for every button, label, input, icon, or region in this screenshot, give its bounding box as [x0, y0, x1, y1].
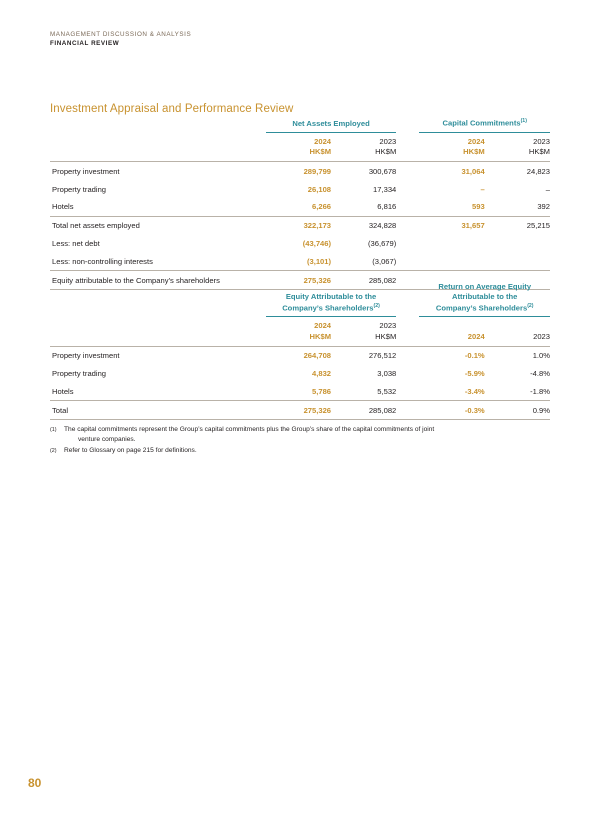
cell-equity-2023: 276,512 [331, 346, 396, 364]
table-row-total [50, 216, 550, 234]
spacer-cell [50, 317, 266, 346]
spacer-cell [396, 198, 419, 216]
cell-roae-2023: -4.8% [530, 369, 550, 379]
cell-roae-2023: 0.9% [485, 401, 550, 420]
row-label: Equity attributable to the Company’s shareholders [50, 271, 266, 290]
cell-cc-2024: 31,064 [419, 162, 484, 180]
cell-cc-2024 [419, 235, 484, 253]
equity-and-roae-table [50, 282, 550, 420]
row-label: Property trading [52, 369, 107, 379]
col-header-roae-2024: 2024 [467, 331, 485, 341]
footnote-2-marker: (2) [50, 447, 57, 454]
footnote-1-line-1: The capital commitments represent the Group’s capital commitments plus the Group’s share of the capital commitments of joint [64, 426, 435, 433]
table2-group-header-row [50, 282, 550, 317]
cell-cc-2024: – [480, 184, 485, 194]
cell-roae-2024: -5.9% [464, 369, 485, 379]
cell-cc-2023 [485, 235, 550, 253]
table-row [50, 252, 550, 270]
spacer-cell [396, 282, 419, 317]
table-row [50, 162, 550, 180]
spacer-cell [396, 162, 419, 180]
spacer-cell [396, 346, 419, 364]
row-label: Total [50, 401, 266, 420]
group-header-equity-attributable: Equity Attributable to the Company’s Shareholders$^{(2)}$ [266, 282, 397, 317]
row-label: Less: net debt [52, 239, 100, 249]
spacer-cell [396, 132, 419, 161]
cell-nae-2024: 6,266 [312, 202, 332, 212]
table-row [50, 198, 550, 216]
page-number: 80 [28, 776, 42, 790]
cell-roae-2024: -3.4% [464, 386, 485, 396]
cell-nae-2024: (3,101) [306, 257, 332, 267]
cell-cc-2023: 392 [537, 202, 550, 212]
cell-cc-2023: 24,823 [485, 162, 550, 180]
cell-roae-2023: -1.8% [530, 386, 550, 396]
spacer-cell [396, 118, 419, 132]
col-header-cc-2023: 2023 HK$M [528, 136, 550, 157]
col-header-equity-2023: 2023 HK$M [375, 321, 397, 341]
cell-cc-2024: 31,657 [419, 216, 484, 234]
cell-nae-2023: 324,828 [331, 216, 396, 234]
row-label: Total net assets employed [50, 216, 266, 234]
section-title: Investment Appraisal and Performance Review [50, 103, 294, 115]
footnote-2-text: Refer to Glossary on page 215 for definitions. [64, 447, 197, 455]
spacer-cell [396, 180, 419, 198]
footnotes [50, 425, 550, 458]
footnote-1 [50, 425, 550, 445]
cell-cc-2023 [485, 252, 550, 270]
footnote-ref-2: (2) [373, 302, 380, 309]
cell-equity-2024: 5,786 [312, 386, 332, 396]
table-row [50, 382, 550, 400]
table-row [50, 346, 550, 364]
spacer-cell [396, 252, 419, 270]
spacer-cell [396, 364, 419, 382]
row-label: Hotels [52, 386, 74, 396]
cell-cc-2023: 25,215 [485, 216, 550, 234]
running-head-line-2: FINANCIAL REVIEW [50, 40, 120, 48]
table1-group-header-row [50, 118, 550, 132]
cell-nae-2023: 300,678 [331, 162, 396, 180]
col-header-equity-2024: 2024 HK$M [309, 321, 332, 341]
footnote-1-text [64, 425, 550, 445]
cell-roae-2024: -0.1% [419, 346, 484, 364]
cell-nae-2024: 275,326 [266, 271, 331, 290]
group-header-capital-commitments: Capital Commitments$^{(1)}$ [419, 118, 550, 132]
cell-nae-2023: (3,067) [372, 257, 397, 267]
spacer-cell [396, 382, 419, 400]
cell-nae-2024: (43,746) [302, 239, 332, 249]
cell-cc-2024: 593 [472, 202, 485, 212]
footnote-ref-2: (2) [527, 302, 534, 309]
footnote-1-marker: (1) [50, 426, 57, 433]
row-label: Property trading [52, 184, 107, 194]
cell-roae-2024: -0.3% [419, 401, 484, 420]
cell-nae-2023: 17,334 [373, 184, 397, 194]
table-row-total [50, 401, 550, 420]
row-label: Property investment [50, 162, 266, 180]
footnote-ref-1: (1) [520, 118, 527, 124]
table-row [50, 180, 550, 198]
row-label: Hotels [52, 202, 74, 212]
cell-nae-2024: 26,108 [307, 184, 332, 194]
cell-cc-2023: – [545, 184, 550, 194]
spacer-cell [50, 282, 266, 317]
group-header-return-on-average-equity: Return on Average Equity Attributable to the Company’s Shareholders$^{(2)}$ [419, 282, 550, 317]
equity-and-roae-table-wrapper [50, 282, 550, 420]
net-assets-employed-table [50, 118, 550, 290]
table2-bottom-rule [50, 420, 550, 421]
cell-equity-2023: 285,082 [331, 401, 396, 420]
cell-roae-2023: 1.0% [485, 346, 550, 364]
cell-equity-2024: 275,326 [266, 401, 331, 420]
cell-equity-2024: 264,708 [266, 346, 331, 364]
net-assets-employed-table-wrapper [50, 118, 550, 290]
cell-equity-2023: 3,038 [377, 369, 397, 379]
cell-nae-2023: (36,679) [367, 239, 397, 249]
spacer-cell [50, 118, 266, 132]
table-row [50, 364, 550, 382]
running-head-line-1: MANAGEMENT DISCUSSION & ANALYSIS [50, 31, 192, 38]
row-label: Less: non-controlling interests [52, 257, 153, 267]
cell-nae-2023: 285,082 [331, 271, 396, 290]
spacer-cell [50, 132, 266, 161]
spacer-cell [396, 401, 419, 420]
cell-nae-2024: 322,173 [266, 216, 331, 234]
table2-year-header-row [50, 317, 550, 346]
row-label: Property investment [50, 346, 266, 364]
table1-year-header-row [50, 132, 550, 161]
cell-nae-2024: 289,799 [266, 162, 331, 180]
cell-equity-2024: 4,832 [312, 369, 332, 379]
table-row [50, 235, 550, 253]
cell-equity-2023: 5,532 [377, 386, 397, 396]
group-header-net-assets-employed: Net Assets Employed [266, 118, 397, 132]
col-header-nae-2024: 2024 HK$M [309, 136, 332, 157]
spacer-cell [396, 216, 419, 234]
cell-cc-2024 [419, 252, 484, 270]
spacer-cell [396, 235, 419, 253]
cell-nae-2023: 6,816 [377, 202, 397, 212]
spacer-cell [396, 317, 419, 346]
footnote-2 [50, 446, 550, 456]
col-header-nae-2023: 2023 HK$M [375, 136, 397, 157]
footnote-1-line-2: venture companies. [78, 436, 136, 444]
col-header-roae-2023: 2023 [533, 331, 550, 341]
col-header-cc-2024: 2024 HK$M [463, 136, 485, 157]
running-head [50, 30, 450, 49]
